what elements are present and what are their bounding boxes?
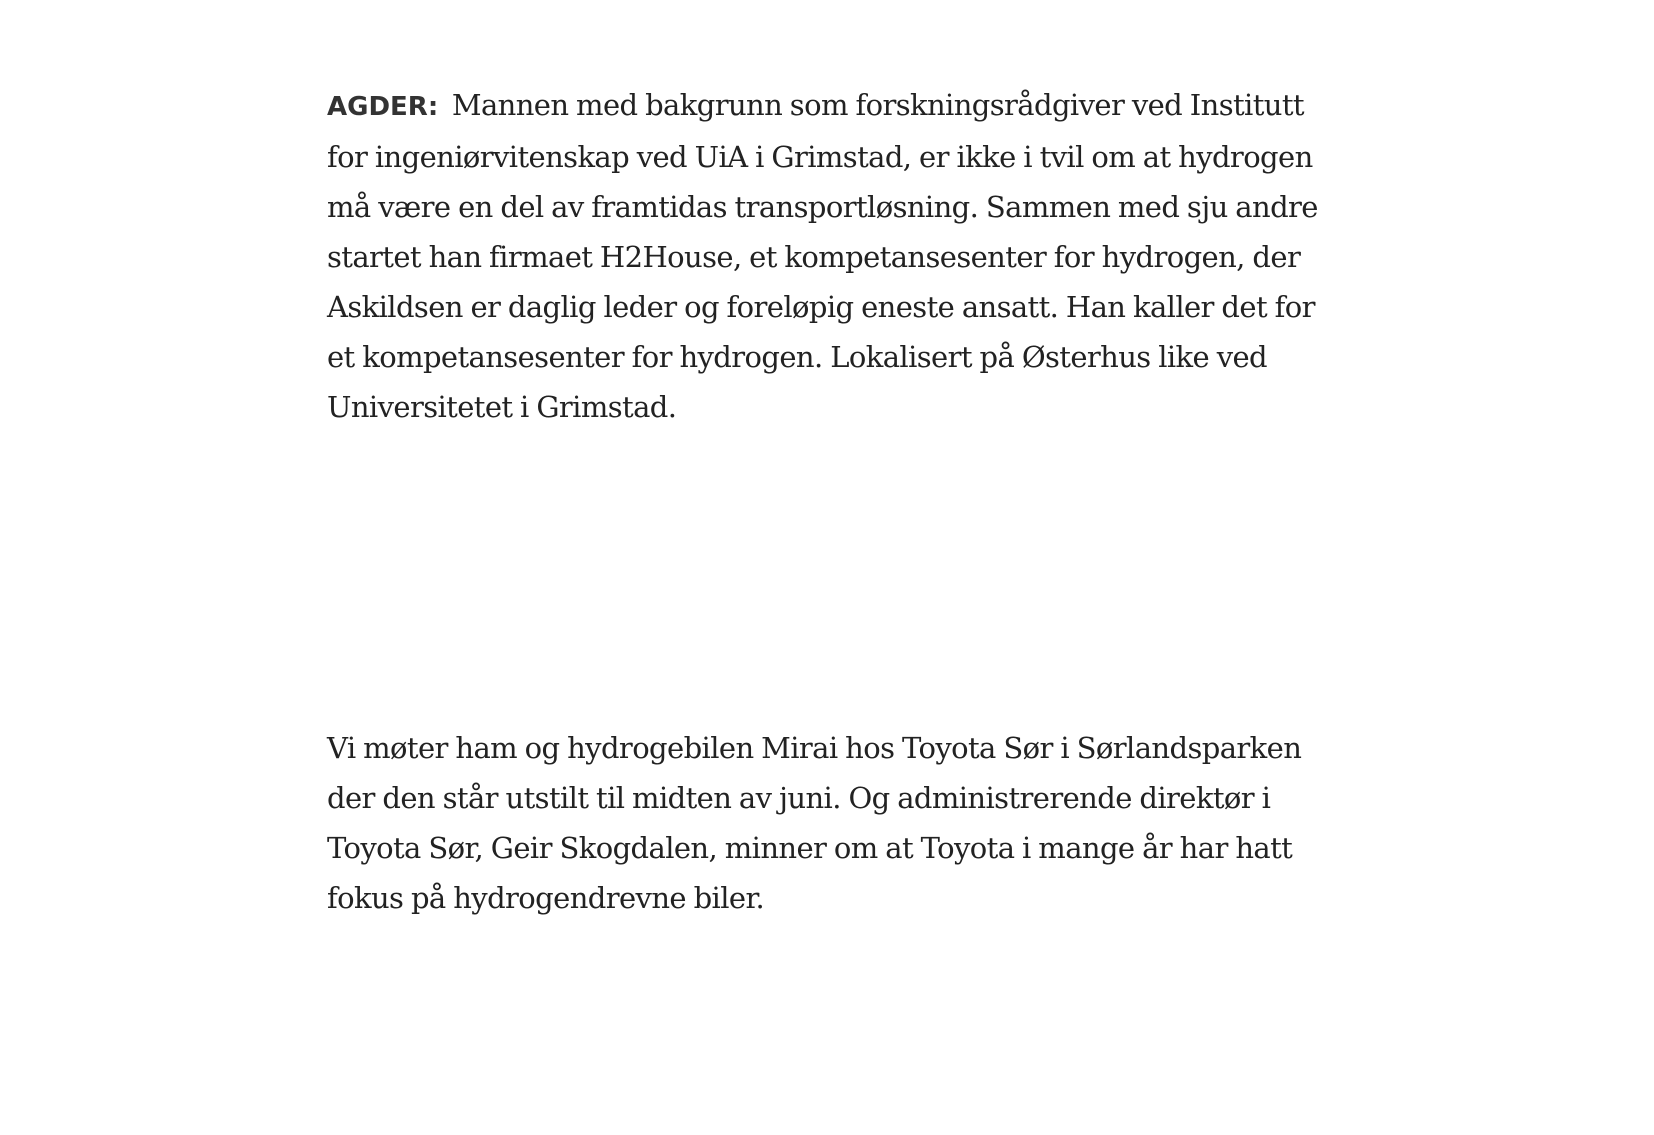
dateline: AGDER: <box>327 92 439 122</box>
article-paragraph-1 <box>327 80 1337 432</box>
paragraph-1-text: Mannen med bakgrunn som forskningsrådgiver ved Institutt for ingeniørvitenskap ved UiA i Grimstad, er ikke i tvil om at hydrogen må være en del av framtidas transportløsning. Sammen med sju andre startet han firmaet H2House, et kompetansesenter for hydrogen, der Askildsen er daglig leder og foreløpig eneste ansatt. Han kaller det for et kompetansesenter for hydrogen. Lokalisert på Østerhus like ved Universitetet i Grimstad. <box>327 88 1318 424</box>
article-paragraph-2 <box>327 723 1337 923</box>
paragraph-2-text: Vi møter ham og hydrogebilen Mirai hos Toyota Sør i Sørlandsparken der den står utstilt til midten av juni. Og administrerende direktør i Toyota Sør, Geir Skogdalen, minner om at Toyota i mange år har hatt fokus på hydrogendrevne biler. <box>327 731 1302 915</box>
